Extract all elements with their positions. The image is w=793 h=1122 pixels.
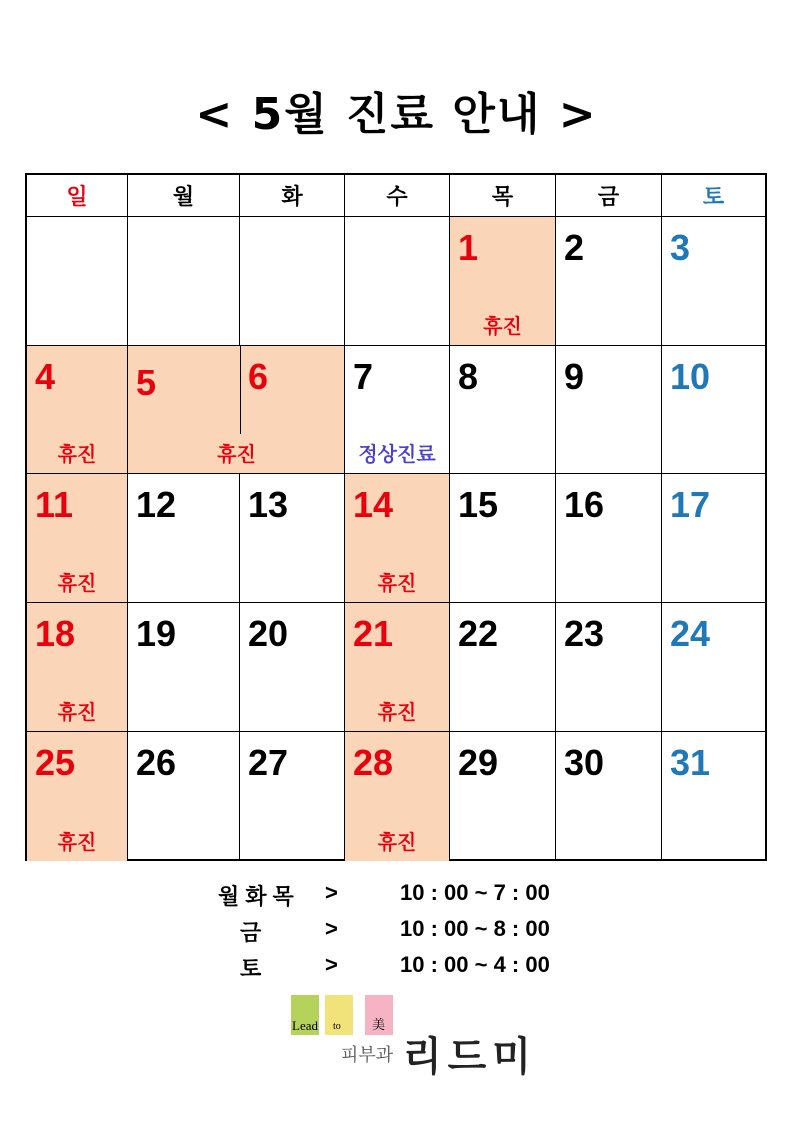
day-number: 4 — [35, 356, 56, 397]
logo-square-pink — [365, 995, 393, 1035]
day-number: 8 — [458, 356, 479, 397]
day-number: 23 — [564, 613, 605, 654]
calendar-day-cell — [662, 474, 765, 603]
day-number: 31 — [670, 742, 711, 783]
logo-subtitle: 피부과 — [341, 1045, 394, 1066]
hours-days: 토 — [240, 956, 268, 981]
hours-arrow: > — [325, 880, 338, 905]
calendar — [25, 173, 767, 861]
day-note: 휴진 — [57, 571, 97, 595]
calendar-day-cell — [556, 217, 662, 346]
calendar-day-cell — [556, 474, 662, 603]
day-number: 2 — [564, 227, 585, 268]
day-number: 10 — [670, 356, 711, 397]
calendar-day-cell — [662, 217, 765, 346]
logo-square-text: 美 — [372, 1017, 386, 1032]
day-number: 1 — [458, 227, 479, 268]
calendar-day-cell — [556, 346, 662, 474]
hours-arrow: > — [325, 952, 338, 977]
calendar-day-cell — [240, 474, 345, 603]
day-number: 11 — [35, 484, 74, 525]
weekday-header: 일 — [27, 175, 128, 217]
calendar-day-cell — [128, 732, 240, 861]
day-number: 17 — [670, 484, 711, 525]
hours-time: 10 : 00 ~ 8 : 00 — [400, 916, 550, 941]
logo-square-text: to — [333, 1021, 341, 1032]
calendar-day-cell — [662, 732, 765, 861]
day-number: 13 — [248, 484, 289, 525]
logo-name: 리드미 — [403, 1034, 537, 1080]
calendar-day-cell — [27, 346, 128, 474]
calendar-day-cell — [345, 474, 450, 603]
calendar-day-cell — [662, 603, 765, 732]
weekday-header: 토 — [662, 175, 765, 217]
logo-square-yellow — [325, 995, 353, 1035]
day-note: 휴진 — [57, 830, 97, 854]
day-number: 27 — [248, 742, 289, 783]
calendar-day-cell — [345, 346, 450, 474]
day-number: 12 — [136, 484, 177, 525]
calendar-day-cell — [450, 603, 556, 732]
calendar-day-cell — [27, 217, 128, 346]
clinic-logo — [291, 995, 551, 1080]
calendar-day-cell — [128, 603, 240, 732]
day-number: 28 — [353, 742, 394, 783]
day-number: 14 — [353, 484, 394, 525]
calendar-day-cell — [345, 603, 450, 732]
day-note: 휴진 — [377, 830, 417, 854]
day-note: 휴진 — [483, 314, 522, 338]
partial-divider — [240, 346, 241, 434]
hours-days: 월화목 — [218, 884, 300, 909]
day-number: 18 — [35, 613, 76, 654]
calendar-day-cell — [345, 732, 450, 861]
calendar-day-cell — [240, 217, 345, 346]
weekday-header: 월 — [128, 175, 240, 217]
hours-days: 금 — [240, 920, 268, 945]
hours-row — [0, 880, 793, 910]
day-note: 휴진 — [377, 700, 417, 724]
day-number: 9 — [564, 356, 585, 397]
calendar-day-cell — [556, 603, 662, 732]
hours-time: 10 : 00 ~ 4 : 00 — [400, 952, 550, 977]
calendar-day-cell — [128, 217, 240, 346]
day-note: 휴진 — [377, 571, 417, 595]
day-number: 6 — [248, 356, 269, 397]
logo-square-green — [291, 995, 319, 1035]
day-number: 5 — [136, 362, 157, 403]
logo-square-text: Lead — [292, 1018, 318, 1033]
hours-row — [0, 952, 793, 982]
calendar-day-cell — [345, 217, 450, 346]
day-note: 휴진 — [57, 442, 97, 466]
day-number: 16 — [564, 484, 605, 525]
day-number: 7 — [353, 356, 374, 397]
hours-row — [0, 916, 793, 946]
day-number: 15 — [458, 484, 499, 525]
day-number: 22 — [458, 613, 499, 654]
calendar-day-cell — [450, 732, 556, 861]
day-number: 21 — [353, 613, 394, 654]
calendar-day-cell — [450, 346, 556, 474]
calendar-day-cell — [450, 474, 556, 603]
calendar-day-cell — [662, 346, 765, 474]
weekday-header: 화 — [240, 175, 345, 217]
day-note: 휴진 — [57, 700, 97, 724]
day-number: 29 — [458, 742, 499, 783]
calendar-day-cell — [240, 732, 345, 861]
weekday-header: 목 — [450, 175, 556, 217]
calendar-day-cell — [27, 732, 128, 861]
hours-arrow: > — [325, 916, 338, 941]
calendar-day-cell — [450, 217, 556, 346]
calendar-day-cell — [240, 603, 345, 732]
day-number: 30 — [564, 742, 605, 783]
weekday-header: 금 — [556, 175, 662, 217]
day-number: 20 — [248, 613, 289, 654]
day-note: 정상진료 — [358, 442, 436, 466]
day-number: 19 — [136, 613, 177, 654]
calendar-day-cell — [27, 603, 128, 732]
day-number: 24 — [670, 613, 711, 654]
day-number: 25 — [35, 742, 76, 783]
day-number: 3 — [670, 227, 691, 268]
calendar-day-cell — [27, 474, 128, 603]
calendar-day-cell — [128, 474, 240, 603]
calendar-day-cell — [556, 732, 662, 861]
hours-time: 10 : 00 ~ 7 : 00 — [400, 880, 550, 905]
merged-day-note: 휴진 — [217, 442, 256, 466]
weekday-header: 수 — [345, 175, 450, 217]
day-number: 26 — [136, 742, 177, 783]
page-title: < 5월 진료 안내 > — [195, 89, 598, 140]
